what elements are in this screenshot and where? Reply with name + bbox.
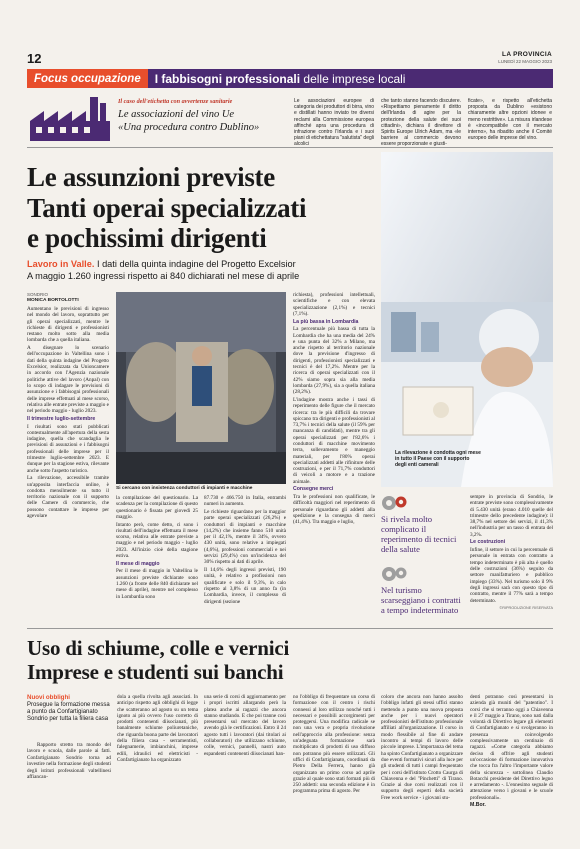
paragraph: sempre in provincia di Sondrio, le entrate previste sono complessivamente di 5.430 unità (erano 4.010 quelle del trimestre dello precedente indagine): il 38,7% nel settore dei servizi, il 41,3% nell'industria per un tasso di entrata del 3,2%. xyxy=(470,494,553,538)
subheading: Le costruzioni xyxy=(470,539,506,546)
second-col4: no l'obbligo di frequentare un corso di formazione con il centro i rischi connessi al loro utilizzo nonché tutti i necessari e possibili accorgimenti per proteggersi. Una modifica radicale se non una vera e propria rivoluzione nell'approccio alla professione: senza un'adeguata formazione sarà moltiplicato di prodotti di uso diffuso non potranno più essere utilizzati. Gli uffici di Confartigianato, coordinati da Pietro Della Ferrera, hanno già organizzato un primo corso ad aprile grazie al quale sono stati formati più di 250 addetti: una seconda edizione è in programma prima di agosto. Per xyxy=(293,694,375,795)
gears-icon xyxy=(381,565,465,583)
paragraph: Intanto però, come detto, ci sono i risultati dell'indagine effettuata il mese scorso, relativa alle entrate previste a maggio e nel periodo maggio - luglio 2023. All'inizio cioè della stagione estiva. xyxy=(116,521,198,560)
section-title-light: delle imprese locali xyxy=(303,71,406,86)
sidebar-col2: che tanto stanno facendo discutere. «Rispettiamo pienamente il diritto dell'Irlanda di agire per la protezione della salute dei suoi cittadini», dichiara il direttore di Spirits Europe Ulrich Adam, ma «le barriere al commercio devono essere proporzionate e giusti- xyxy=(381,98,461,148)
paragraph: Infine, il settore in cui la percentuale di personale in entrata con contratto a tempo indeterminato è più alta è quello delle costruzioni (36%) seguito da settore manifatturiero e pubblico impiego (33%). Nel turismo solo il 9% degli ingressi sarà con questo tipo di contratto, mentre il 77% sarà a tempo determinato. xyxy=(470,547,553,604)
paragraph: Il 14,6% degli ingressi previsti, 190 unità, è relativo a profissioni non qualificate e solo il 9,3%, in calo rispetto al 3,8% di un anno fa (in Lombardia, invece, il complesso di dirigenti (sezione xyxy=(204,567,286,605)
headline-line3: e pochissimi dirigenti xyxy=(27,223,267,253)
photo-textile xyxy=(116,292,286,484)
sidebar-col1: Le associazioni europee di categoria dei produttori di birra, vino e distillati hanno inviato tre diversi reclami alla Commissione europea affinché apra una procedura di infrazione contro l'Irlanda e i suoi piani di etichettatura "salutista" degli alcolici xyxy=(294,98,374,148)
section-label: Focus occupazione xyxy=(27,69,148,88)
paragraph: denti potranno così presentarsi in azienda già muniti del "patentino". I corsi che si terranno oggi a Chiavenna e il 27 maggio a Tirano, sono nati dalla volontà di Direttivo legare gli elementi di Confartigianato e si svolgeranno in presenza coinvolgendo complessivamente un centinaio di ragazzi. «Come categoria abbiamo deciso di offrire agli studenti un'occasione di formazione innovativa che tocca fra l'altro l'importante valore della sicurezza - sottolinea Claudio Botacchi presidente del Direttivo legno e arredamento -. L'ennesimo segnale di attenzione verso i giovani e le scuole professionali». xyxy=(470,694,553,801)
subheading: Il trimestre luglio-settembre xyxy=(27,415,96,422)
main-col4 xyxy=(293,292,375,527)
second-col5: coloro che ancora non hanno assolto l'obbligo infatti gli stessi uffici stanno mettendo a punto una nuova proposta anche per i nuovi operatori professionisti dell'istituto professionale affiliati all'organizzazione. Il corso in modo flessibile al fine di andare incontro ai tempi di lavoro delle piccole imprese. L'importanza del tema ha spinto Confartigianato a organizzare due eventi formativi sicuri alla luce per gli studenti di tutti i campi frequentato per i corsi dell'istituto Crotto Caurga di Chiavenna e del "Pinchetti" di Tirano. Grazie ai due corsi realizzati con il supporto degli esperti della società Free work service - i giovani stu- xyxy=(381,694,463,801)
section-title xyxy=(148,72,406,86)
newspaper-name: LA PROVINCIA xyxy=(502,51,552,58)
sidebar-title-line2: «Una procedura contro Dublino» xyxy=(118,122,260,133)
second-col2: dola a quella rivolta agli associati. In anticipo rispetto agli obblighi di legge che scatteranno ad agosto su un tema ignoto ai più ovvero l'uso corretto di prodotti contenenti diisocianati, più banalmente schiume poliuretaniche, che riguarda buona parte dei lavoratori della filiera casa - serramentisti, falegnamerie, imbianchini, imprese edili, idraulici ed elettricisti - Confartigianato ha organizzato xyxy=(117,694,198,763)
paragraph: A disegnare lo scenario dell'occupazione in Valtellina sono i dati della quinta indagine del Progetto Excelsior, realizzata da Unioncamere in accordo con l'Agenzia nazionale politiche attive del lavoro (Anpal) con lo scopo di indagare le previsioni di assunzione e i fabbisogni professionali delle imprese effettuati al mese scorso, relativa alle entrate previste a maggio e nel periodo maggio - luglio 2023. xyxy=(27,345,109,415)
subheading: La più bassa in Lombardia xyxy=(293,318,359,325)
issue-date: LUNEDÌ 22 MAGGIO 2023 xyxy=(498,59,552,64)
paragraph: Per il mese di maggio in Valtellina le assunzioni previste dichiarate sono 1.260 (a fronte delle 840 dichiarate nel mese di aprile), mentre nel complesso in Lombardia sono xyxy=(116,568,198,600)
factbox-2 xyxy=(381,565,465,615)
second-headline-line2: Imprese e studenti sui banchi xyxy=(27,660,284,684)
byline: MONICA BORTOLOTTI xyxy=(27,298,79,303)
paragraph: La rilevazione, accessibile tramite un'apposita interfaccia online, è condotta mensilmente su tutto il territorio nazionale con il supporto delle Camere di commercio, che possono contattare le imprese per agevolare xyxy=(27,475,109,520)
second-summary: Prosegue la formazione messa a punto da Confartigianato Sondrio per tutta la filiera casa xyxy=(27,702,110,723)
signature: M.Bor. xyxy=(470,802,486,809)
main-headline xyxy=(27,162,377,254)
factbox-1 xyxy=(381,494,465,554)
photo-lab xyxy=(381,152,553,487)
sidebar-col3: ficate», e rispetto all'etichetta proposta da Dublino «esistono chiaramente altre opzioni idonee e meno restrittive». La misura irlandese è «incompatibile con il mercato interno», ha ribadito anche il Comité europeo delle imprese del vino. xyxy=(468,98,552,142)
second-kicker: Nuovi obblighi xyxy=(27,694,70,701)
divider xyxy=(27,628,553,629)
subheading: Consegne merci xyxy=(293,486,334,493)
headline-line2: Tanti operai specializzati xyxy=(27,192,307,223)
subhead-line2: A maggio 1.260 ingressi rispetto ai 840 dichiarati nel mese di aprile xyxy=(27,271,300,281)
paragraph: I risultati sono stati pubblicati contestualmente all'apertura della sesta indagine, quella che scandaglia le previsioni di assunzioni e i fabbisogni professionali delle imprese per il trimestre luglio-settembre 2023. E dunque per la stagione estiva, rilevante anche sotto l'aspetto turistico. xyxy=(27,423,109,474)
reproduction-notice: ©RIPRODUZIONE RISERVATA xyxy=(499,606,553,611)
main-subhead xyxy=(27,258,377,282)
subhead-rest: I dati della quinta indagine del Progetto Excelsior xyxy=(96,259,296,269)
paragraph: la compilazione del questionario. La scadenza per la compilazione di questo questionario è fissata per giovedì 25 maggio. xyxy=(116,495,198,520)
headline-line1: Le assunzioni previste xyxy=(27,162,275,192)
second-col3: una serie di corsi di aggiornamento per i propri iscritti allargando però la platea anche ai ragazzi che ancora stanno studiando. E che poi tranne così presentarsi sul mercato del lavoro avendo già le certificazioni. Entro il 24 agosto tutti i lavoratori (dai titolari ai collaboratori) che utilizzano schiume, colle, vernici, pannelli, nastri auto espandenti contenenti diisocianati han- xyxy=(204,694,286,757)
second-col6 xyxy=(470,694,553,810)
gears-icon xyxy=(381,494,465,512)
paragraph: Aumentano le previsioni di ingresso nel mondo del lavoro, soprattutto per gli operai specializzati, mentre le richieste di dirigenti e professionisti restano molto sotto alla media lombarda che a quella italiana. xyxy=(27,306,109,344)
main-col3 xyxy=(204,495,286,606)
paragraph: Tra le professioni non qualificate, le difficoltà maggiori nel reperimento di personale riguardano gli addetti alla spedizione e la consegna di merci (41,4%). Tra maggio e luglio, xyxy=(293,494,375,526)
main-col5 xyxy=(470,494,553,613)
subhead-lead: Lavoro in Valle. xyxy=(27,259,95,269)
second-headline xyxy=(27,636,553,684)
photo-lab-caption: La rilevazione è condotta ogni mese in tutto il Paese con il supporto degli enti camerali xyxy=(395,450,481,469)
factory-illustration xyxy=(30,95,110,141)
paragraph: richiesta), professioni intellettuali, scientifiche e con elevata specializzazione (2,1%) e tecnici (7,1%). xyxy=(293,292,375,317)
paragraph: Le richieste riguardano per la maggior parte operai specializzati (26,2%) e conduttori di impianti e macchine (14,2%) che insieme fanno 510 unità per il 42,1%, mentre il 34%, ovvero 430 unità, sono relative a impiegati (4,6%), professioni commerciali e nei servizi (29,4%) con un'incidenza del 30% rispetto ai dati di aprile. xyxy=(204,508,286,566)
main-col1 xyxy=(27,306,109,521)
paragraph: L'indagine mostra anche i tassi di reperimento delle figure che il mercato ricerca: tra le più difficili da trovare spiccano tra dirigenti e professionisti al 73,7% i tecnici della salute (il 59% per mancanza di candidati), mentre tra gli operai specializzati per l'82,6% i conduttori di macchine movimento terra, sollevamento e maneggio materiali, per l'80% operai specializzati addetti alle rifiniture delle costruzioni, e per il 71,7% conduttori di veicoli a motore e a trazione animale. xyxy=(293,396,375,485)
factbox-1-text: Si rivela molto complicato il reperimento di tecnici della salute xyxy=(381,514,457,554)
location: SONDRIO xyxy=(27,292,49,297)
section-bar xyxy=(27,69,553,88)
sidebar-title xyxy=(118,108,288,134)
paragraph: 87.730 e 466.750 in Italia, entrambi numeri in aumento. xyxy=(204,495,286,508)
second-col1: Rapporto stretto tra mondo del lavoro e scuola, dalle parole ai fatti. Confartigianato Sondrio torna ad investire nella formazione degli studenti degli istituti professionali valtellinesi affiancan- xyxy=(27,742,111,781)
photo-textile-caption: Si cercano con insistenza conduttori di impianti e macchine xyxy=(116,486,253,491)
factbox-2-text: Nel turismo scarseggiano i contratti a tempo indeterminato xyxy=(381,585,461,615)
subheading: Il mese di maggio xyxy=(116,560,160,567)
second-headline-line1: Uso di schiume, colle e vernici xyxy=(27,636,290,660)
sidebar-kicker: Il caso dell'etichetta con avvertenze sanitarie xyxy=(118,98,233,105)
sidebar-title-line1: Le associazioni del vino Ue xyxy=(118,109,235,120)
section-title-bold: I fabbisogni professionali xyxy=(154,71,301,86)
main-col2 xyxy=(116,495,198,601)
paragraph: La percentuale più bassa di tutta la Lombardia che ha una media del 24% e una punta del 32% a Milano, ma anche rispetto al territorio nazionale dove la previsione d'ingresso di dirigenti, professionisti specializzati e tecnici è del 17,2%. Mentre per la ricerca di operai specializzati con il 42% siamo sopra sia alla media lombarda (27,9%), sia a quella italiana (28,2%). xyxy=(293,326,375,396)
divider xyxy=(27,147,553,148)
page-number: 12 xyxy=(27,51,42,66)
